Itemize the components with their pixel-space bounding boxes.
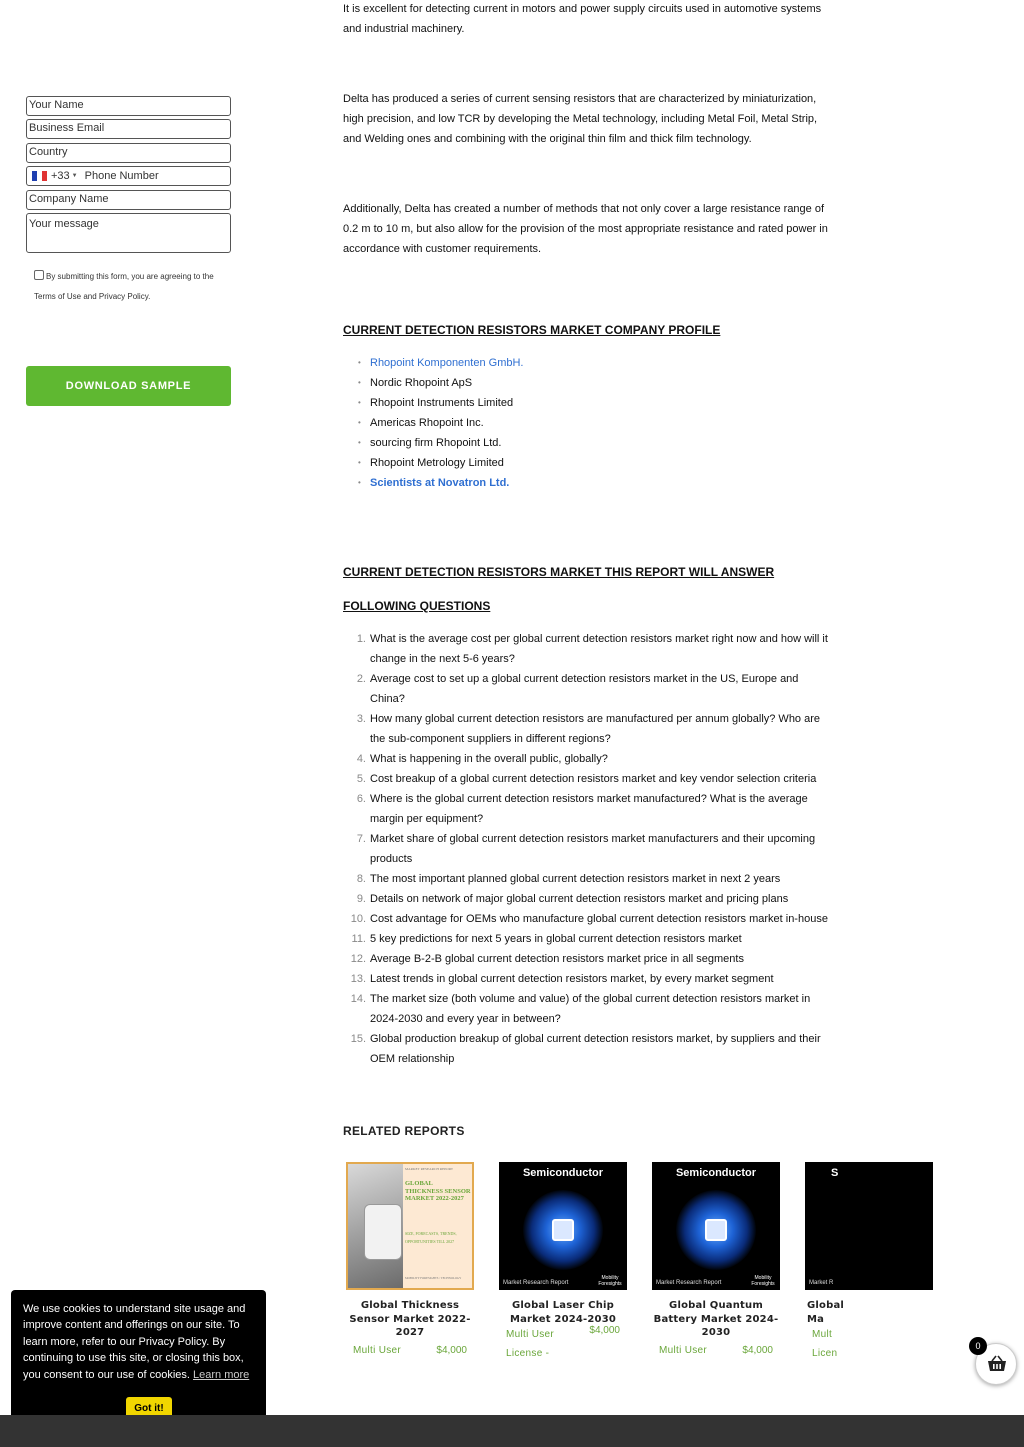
questions-heading-continued: FOLLOWING QUESTIONS <box>343 599 491 613</box>
consent-row <box>34 267 234 307</box>
list-item <box>370 413 523 433</box>
list-item <box>351 929 830 949</box>
list-item <box>356 769 830 789</box>
report-thumbnail[interactable] <box>805 1162 933 1290</box>
list-number: 12. <box>350 953 366 965</box>
questions-list <box>350 629 830 1069</box>
thumb-title: GLOBAL THICKNESS SENSOR MARKET 2022-2027 <box>405 1180 471 1202</box>
question-text: The market size (both volume and value) of the global current detection resistors market in 2024-2030 and every year in between? <box>370 993 811 1025</box>
thumb-footer: Market Research Report <box>656 1280 722 1286</box>
thumb-footer: Market Research Report <box>503 1280 569 1286</box>
question-text: What is happening in the overall public, globally? <box>370 753 608 765</box>
list-item <box>350 969 830 989</box>
company-name: Rhopoint Metrology Limited <box>370 457 504 469</box>
chip-icon <box>705 1219 727 1241</box>
list-number: 10. <box>350 913 366 925</box>
company-name: sourcing firm Rhopoint Ltd. <box>370 437 502 449</box>
question-text: Global production breakup of global current detection resistors market, by suppliers and their OEM relationship <box>370 1033 821 1065</box>
name-input[interactable]: Your Name <box>26 96 231 116</box>
list-number: 13. <box>350 973 366 985</box>
price: $4,000 <box>589 1325 620 1336</box>
list-number: 2. <box>356 673 366 685</box>
list-number: 3. <box>356 713 366 725</box>
thumb-title: Semiconductor <box>522 1167 604 1179</box>
list-item <box>356 829 830 869</box>
thumb-footer: MOBILITY FORESIGHTS / TECHNOLOGY <box>405 1276 462 1280</box>
basket-icon <box>987 1355 1007 1373</box>
question-text: Where is the global current detection resistors market manufactured? What is the average margin per equipment? <box>370 793 808 825</box>
question-text: What is the average cost per global current detection resistors market right now and how will it change in the next 5-6 years? <box>370 633 828 665</box>
list-item <box>350 949 830 969</box>
cart-count-badge: 0 <box>969 1337 987 1355</box>
list-item <box>356 709 830 749</box>
list-item[interactable] <box>370 473 523 493</box>
list-item <box>356 889 830 909</box>
company-link[interactable]: Scientists at Novatron Ltd. <box>370 477 510 489</box>
email-input[interactable]: Business Email <box>26 119 231 139</box>
sample-request-form <box>26 96 231 307</box>
question-text: Cost breakup of a global current detection resistors market and key vendor selection criteria <box>370 773 817 785</box>
company-name: Rhopoint Instruments Limited <box>370 397 514 409</box>
thumb-kicker: MARKET RESEARCH REPORT <box>405 1167 453 1171</box>
paragraph: It is excellent for detecting current in motors and power supply circuits used in automotive systems and industrial machinery. <box>343 3 822 35</box>
company-list <box>370 353 523 493</box>
list-number: 5. <box>356 773 366 785</box>
list-item[interactable] <box>370 353 523 373</box>
price-row <box>346 1345 474 1365</box>
report-title[interactable]: Global Laser Chip Market 2024-2030 <box>509 1300 617 1325</box>
thumb-logo: Mobility Foresights <box>751 1275 775 1287</box>
chip-icon <box>552 1219 574 1241</box>
question-text: Details on network of major global current detection resistors market and pricing plans <box>370 893 789 905</box>
list-number: 14. <box>350 993 366 1005</box>
list-number: 11. <box>351 933 366 945</box>
list-item <box>350 1029 830 1069</box>
report-thumbnail[interactable] <box>652 1162 780 1290</box>
report-card[interactable] <box>346 1162 474 1365</box>
dial-code[interactable]: +33 <box>51 170 70 183</box>
price: $4,000 <box>436 1344 467 1356</box>
consent-checkbox[interactable] <box>34 270 44 280</box>
company-name: Nordic Rhopoint ApS <box>370 377 473 389</box>
consent-text: By submitting this form, you are agreeing to the Terms of Use and Privacy Policy. <box>34 271 214 301</box>
company-profile-heading: CURRENT DETECTION RESISTORS MARKET COMPANY PROFILE <box>343 323 721 337</box>
thumb-title: Semiconductor <box>675 1167 757 1179</box>
price-row <box>652 1345 780 1365</box>
list-number: 4. <box>356 753 366 765</box>
list-item <box>356 749 830 769</box>
company-input[interactable]: Company Name <box>26 190 231 210</box>
list-number: 6. <box>356 793 366 805</box>
question-text: Latest trends in global current detection resistors market, by every market segment <box>370 973 774 985</box>
license-label: Mult Licen <box>812 1329 838 1359</box>
question-text: Average cost to set up a global current detection resistors market in the US, Europe and China? <box>370 673 799 705</box>
list-item <box>350 989 830 1029</box>
list-number: 8. <box>356 873 366 885</box>
list-number: 7. <box>356 833 366 845</box>
list-item <box>370 393 523 413</box>
list-item <box>370 433 523 453</box>
license-label: Multi User <box>353 1344 402 1356</box>
paragraph: Delta has produced a series of current sensing resistors that are characterized by miniaturization, high precision, and low TCR by developing the Metal technology, including Metal Foil, Metal Strip, and Welding ones and combining with the original thin film and thick film technology. <box>343 93 818 145</box>
footer <box>0 1415 1024 1447</box>
list-number: 9. <box>356 893 366 905</box>
thumb-subtitle: SIZE, FORECASTS, TRENDS, OPPORTUNITIES TILL 2027 <box>405 1231 457 1244</box>
caret-down-icon[interactable]: ▼ <box>71 173 78 180</box>
report-card[interactable] <box>499 1162 627 1365</box>
question-text: Average B-2-B global current detection resistors market price in all segments <box>370 953 744 965</box>
price-row <box>499 1325 627 1365</box>
paragraph: Additionally, Delta has created a number of methods that not only cover a large resistance range of 0.2 m to 10 m, but also allow for the provision of the most appropriate resistance and rated power in accordance with customer requirements. <box>343 203 828 255</box>
report-thumbnail[interactable] <box>346 1162 474 1290</box>
report-thumbnail[interactable] <box>499 1162 627 1290</box>
company-link[interactable]: Rhopoint Komponenten GmbH. <box>370 357 524 369</box>
list-number: 15. <box>350 1033 366 1045</box>
report-card[interactable] <box>652 1162 780 1365</box>
price: $4,000 <box>742 1344 773 1356</box>
question-text: Market share of global current detection resistors market manufacturers and their upcoming products <box>370 833 816 865</box>
license-label: Multi User License - <box>506 1329 555 1359</box>
report-title[interactable]: Global Quantum Battery Market 2024-2030 <box>653 1300 779 1338</box>
sensor-device-image <box>364 1204 402 1260</box>
list-item <box>356 669 830 709</box>
phone-input[interactable] <box>26 166 231 186</box>
message-textarea[interactable]: Your message <box>26 213 231 253</box>
report-card[interactable] <box>805 1162 933 1365</box>
license-label: Multi User <box>659 1344 708 1356</box>
list-item <box>356 629 830 669</box>
report-title[interactable]: Global Ma <box>807 1300 845 1325</box>
list-item <box>350 909 830 929</box>
list-number: 1. <box>356 633 366 645</box>
cookie-text: We use cookies to understand site usage and improve content and offerings on our site. To learn more, refer to our Privacy Policy. By continuing to use this site, or closing this box, you consent to our use of cookies. <box>23 1303 246 1381</box>
question-text: Cost advantage for OEMs who manufacture global current detection resistors market in-house <box>370 913 828 925</box>
learn-more-link[interactable]: Learn more <box>193 1368 250 1381</box>
country-input[interactable]: Country <box>26 143 231 163</box>
question-text: The most important planned global current detection resistors market in next 2 years <box>370 873 781 885</box>
price-row <box>805 1325 933 1365</box>
question-text: 5 key predictions for next 5 years in global current detection resistors market <box>370 933 742 945</box>
questions-heading: CURRENT DETECTION RESISTORS MARKET THIS REPORT WILL ANSWER <box>343 565 775 579</box>
list-item <box>370 373 523 393</box>
report-title[interactable]: Global Thickness Sensor Market 2022-2027 <box>349 1300 471 1338</box>
thumb-footer: Market R <box>809 1280 834 1286</box>
list-item <box>370 453 523 473</box>
related-reports-heading: RELATED REPORTS <box>343 1124 465 1138</box>
company-name: Americas Rhopoint Inc. <box>370 417 484 429</box>
france-flag-icon[interactable] <box>32 171 47 181</box>
got-it-button[interactable]: Got it! <box>126 1397 172 1422</box>
list-item <box>356 789 830 829</box>
download-sample-button[interactable]: DOWNLOAD SAMPLE <box>26 366 231 406</box>
thumb-title: S <box>831 1167 839 1179</box>
thumb-logo: Mobility Foresights <box>598 1275 622 1287</box>
phone-placeholder: Phone Number <box>84 170 159 183</box>
related-reports-carousel <box>343 1162 845 1382</box>
question-text: How many global current detection resistors are manufactured per annum globally? Who are the sub-component suppliers in different regions? <box>370 713 821 745</box>
list-item <box>356 869 830 889</box>
